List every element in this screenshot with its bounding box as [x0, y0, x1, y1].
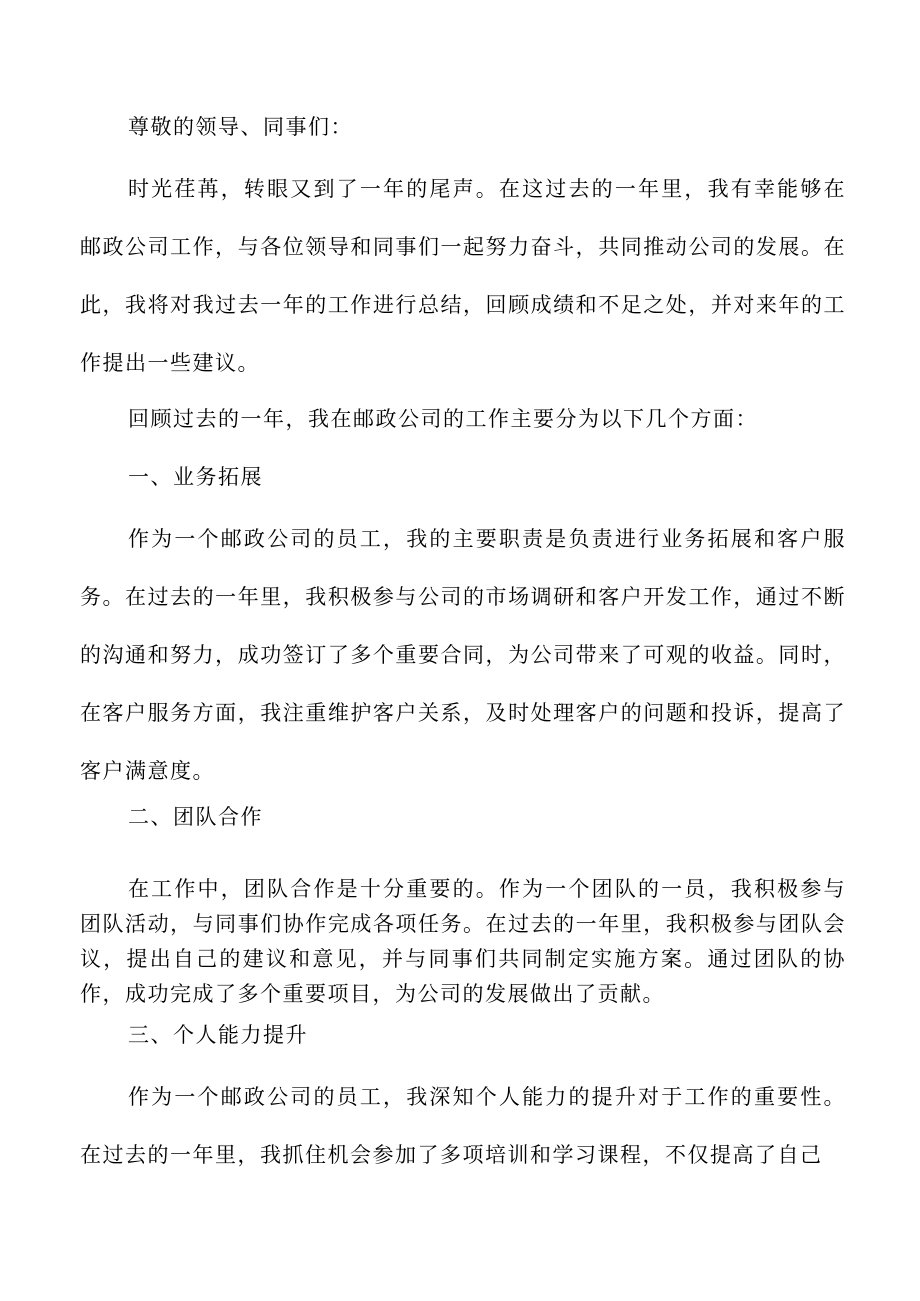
- intro-paragraph: 时光荏苒，转眼又到了一年的尾声。在这过去的一年里，我有幸能够在邮政公司工作，与各位领导和同事们一起努力奋斗，共同推动公司的发展。在此，我将对我过去一年的工作进行总结，回顾成绩和不足之处，并对来年的工作提出一些建议。: [80, 177, 846, 375]
- section-body-business: 作为一个邮政公司的员工，我的主要职责是负责进行业务拓展和客户服务。在过去的一年里，我积极参与公司的市场调研和客户开发工作，通过不断的沟通和努力，成功签订了多个重要合同，为公司带来了可观的收益。同时，在客户服务方面，我注重维护客户关系，及时处理客户的问题和投诉，提高了客户满意度。: [80, 527, 846, 783]
- section-heading-business: 一、业务拓展: [128, 465, 263, 489]
- section-body-teamwork: 在工作中，团队合作是十分重要的。作为一个团队的一员，我积极参与团队活动，与同事们协作完成各项任务。在过去的一年里，我积极参与团队会议，提出自己的建议和意见，并与同事们共同制定实施方案。通过团队的协作，成功完成了多个重要项目，为公司的发展做出了贡献。: [80, 877, 846, 1006]
- greeting: 尊敬的领导、同事们：: [128, 115, 353, 139]
- section-heading-teamwork: 二、团队合作: [128, 805, 263, 829]
- section-heading-ability: 三、个人能力提升: [128, 1023, 308, 1047]
- section-body-ability: 作为一个邮政公司的员工，我深知个人能力的提升对于工作的重要性。在过去的一年里，我抓住机会参加了多项培训和学习课程，不仅提高了自己: [80, 1085, 846, 1167]
- overview-paragraph: 回顾过去的一年，我在邮政公司的工作主要分为以下几个方面：: [128, 407, 758, 431]
